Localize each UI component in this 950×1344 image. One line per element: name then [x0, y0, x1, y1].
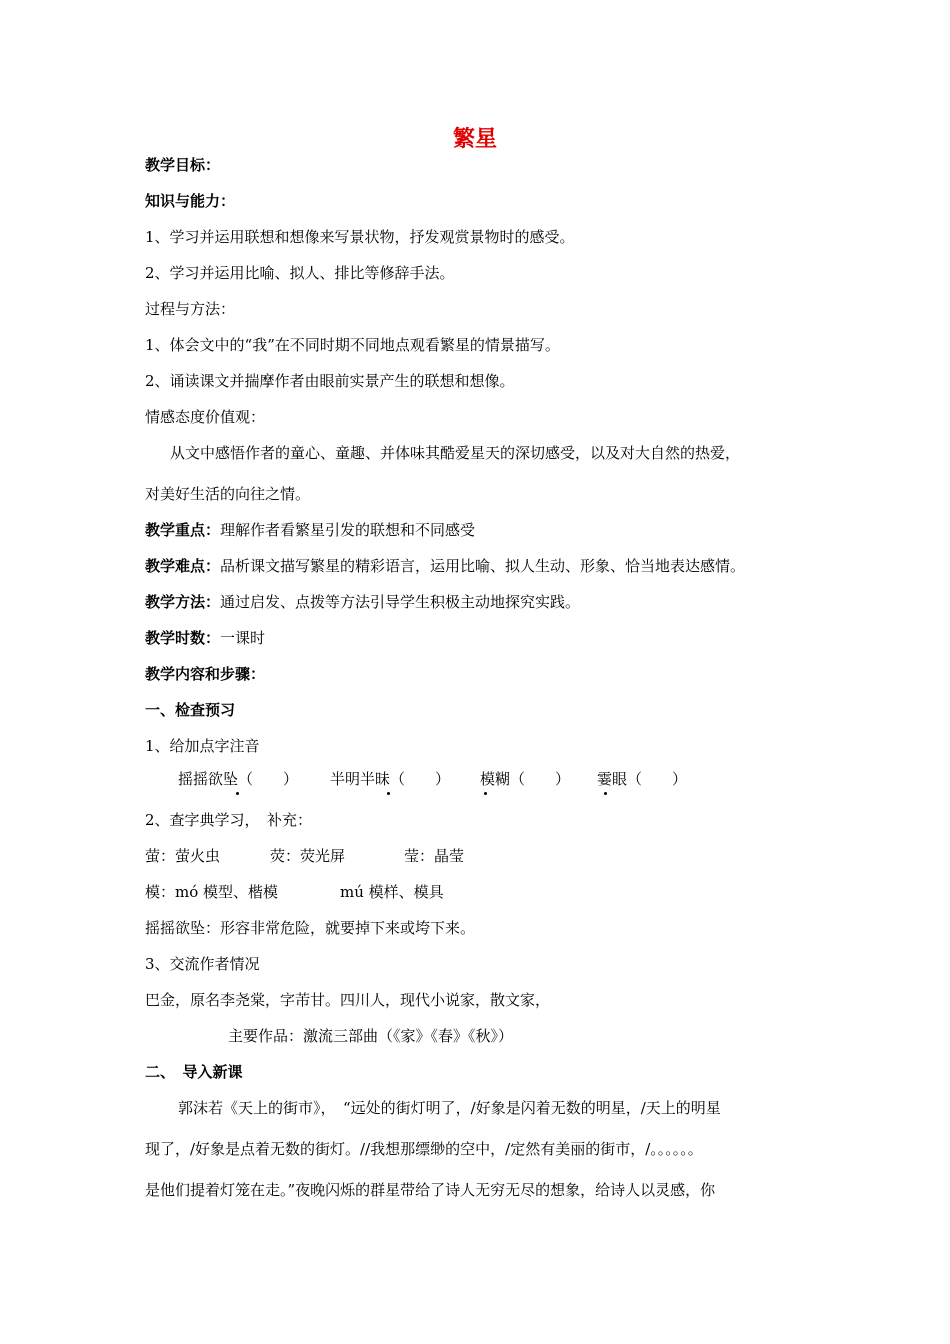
section1-item: 2、查字典学习， 补充：: [145, 811, 313, 829]
ying-entry: 荧：荧光屏: [270, 847, 346, 865]
emotion-text: 从文中感悟作者的童心、童趣、并体味其酷爱星天的深切感受，以及对大自然的热爱，: [170, 444, 741, 462]
method-line: [145, 592, 580, 612]
intro-text: 是他们提着灯笼在走。”夜晚闪烁的群星带给了诗人无穷无尽的想象，给诗人以灵感，你: [145, 1181, 716, 1199]
goals-heading: 教学目标：: [145, 156, 221, 174]
difficulty-label: 教学难点：: [145, 557, 221, 575]
ying-entry: 莹：晶莹: [404, 847, 465, 865]
knowledge-heading: 知识与能力：: [145, 192, 236, 210]
page-title: 繁星: [452, 126, 497, 152]
emphasis-dot: [387, 792, 390, 795]
difficulty-text: 品析课文描写繁星的精彩语言，运用比喻、拟人生动、形象、恰当地表达感情。: [220, 557, 746, 575]
hours-text: 一课时: [220, 629, 266, 647]
hours-line: [145, 628, 265, 648]
ying-entry: 萤：萤火虫: [145, 847, 221, 865]
author-line: 巴金，原名李尧棠，字芾甘。四川人，现代小说家，散文家，: [145, 991, 551, 1009]
hours-label: 教学时数：: [145, 629, 221, 647]
mo-entry: 模：mó 模型、楷模: [145, 883, 279, 901]
knowledge-item: 2、学习并运用比喻、拟人、排比等修辞手法。: [145, 264, 455, 282]
mo-entry: mú 模样、模具: [340, 883, 444, 901]
pinyin-word: 半明半昧（ ）: [330, 770, 451, 788]
process-heading: 过程与方法：: [145, 300, 236, 318]
works-line: 主要作品：激流三部曲（《家》《春》《秋》）: [228, 1027, 514, 1045]
intro-text: 郭沫若《天上的街市》， “远处的街灯明了，/好象是闪着无数的明星，/天上的明星: [178, 1099, 721, 1117]
knowledge-item: 1、学习并运用联想和想像来写景状物，抒发观赏景物时的感受。: [145, 228, 575, 246]
emphasis-dot: [484, 792, 487, 795]
section1-item: 1、给加点字注音: [145, 737, 260, 755]
focus-line: [145, 520, 475, 540]
pinyin-word: 摇摇欲坠（ ）: [178, 770, 299, 788]
focus-text: 理解作者看繁星引发的联想和不同感受: [220, 521, 476, 539]
section1-heading: 一、检查预习: [145, 701, 236, 719]
emphasis-dot: [236, 792, 239, 795]
section2-heading: 二、 导入新课: [145, 1063, 243, 1081]
intro-text: 现了，/好象是点着无数的街灯。//我想那缥缈的空中，/定然有美丽的街市，/。。。。。。: [145, 1140, 703, 1158]
content-heading: 教学内容和步骤：: [145, 665, 266, 683]
difficulty-line: [145, 556, 745, 576]
emotion-text: 对美好生活的向往之情。: [145, 485, 311, 503]
process-item: 2、诵读课文并揣摩作者由眼前实景产生的联想和想像。: [145, 372, 515, 390]
emotion-heading: 情感态度价值观：: [145, 408, 266, 426]
focus-label: 教学重点：: [145, 521, 221, 539]
definition-line: 摇摇欲坠：形容非常危险，就要掉下来或垮下来。: [145, 919, 476, 937]
emphasis-dot: [604, 792, 607, 795]
method-label: 教学方法：: [145, 593, 221, 611]
pinyin-word: 模糊（ ）: [480, 770, 571, 788]
pinyin-word: 霎眼（ ）: [597, 770, 688, 788]
process-item: 1、体会文中的“我”在不同时期不同地点观看繁星的情景描写。: [145, 336, 560, 354]
method-text: 通过启发、点拨等方法引导学生积极主动地探究实践。: [220, 593, 581, 611]
section1-item: 3、交流作者情况: [145, 955, 260, 973]
